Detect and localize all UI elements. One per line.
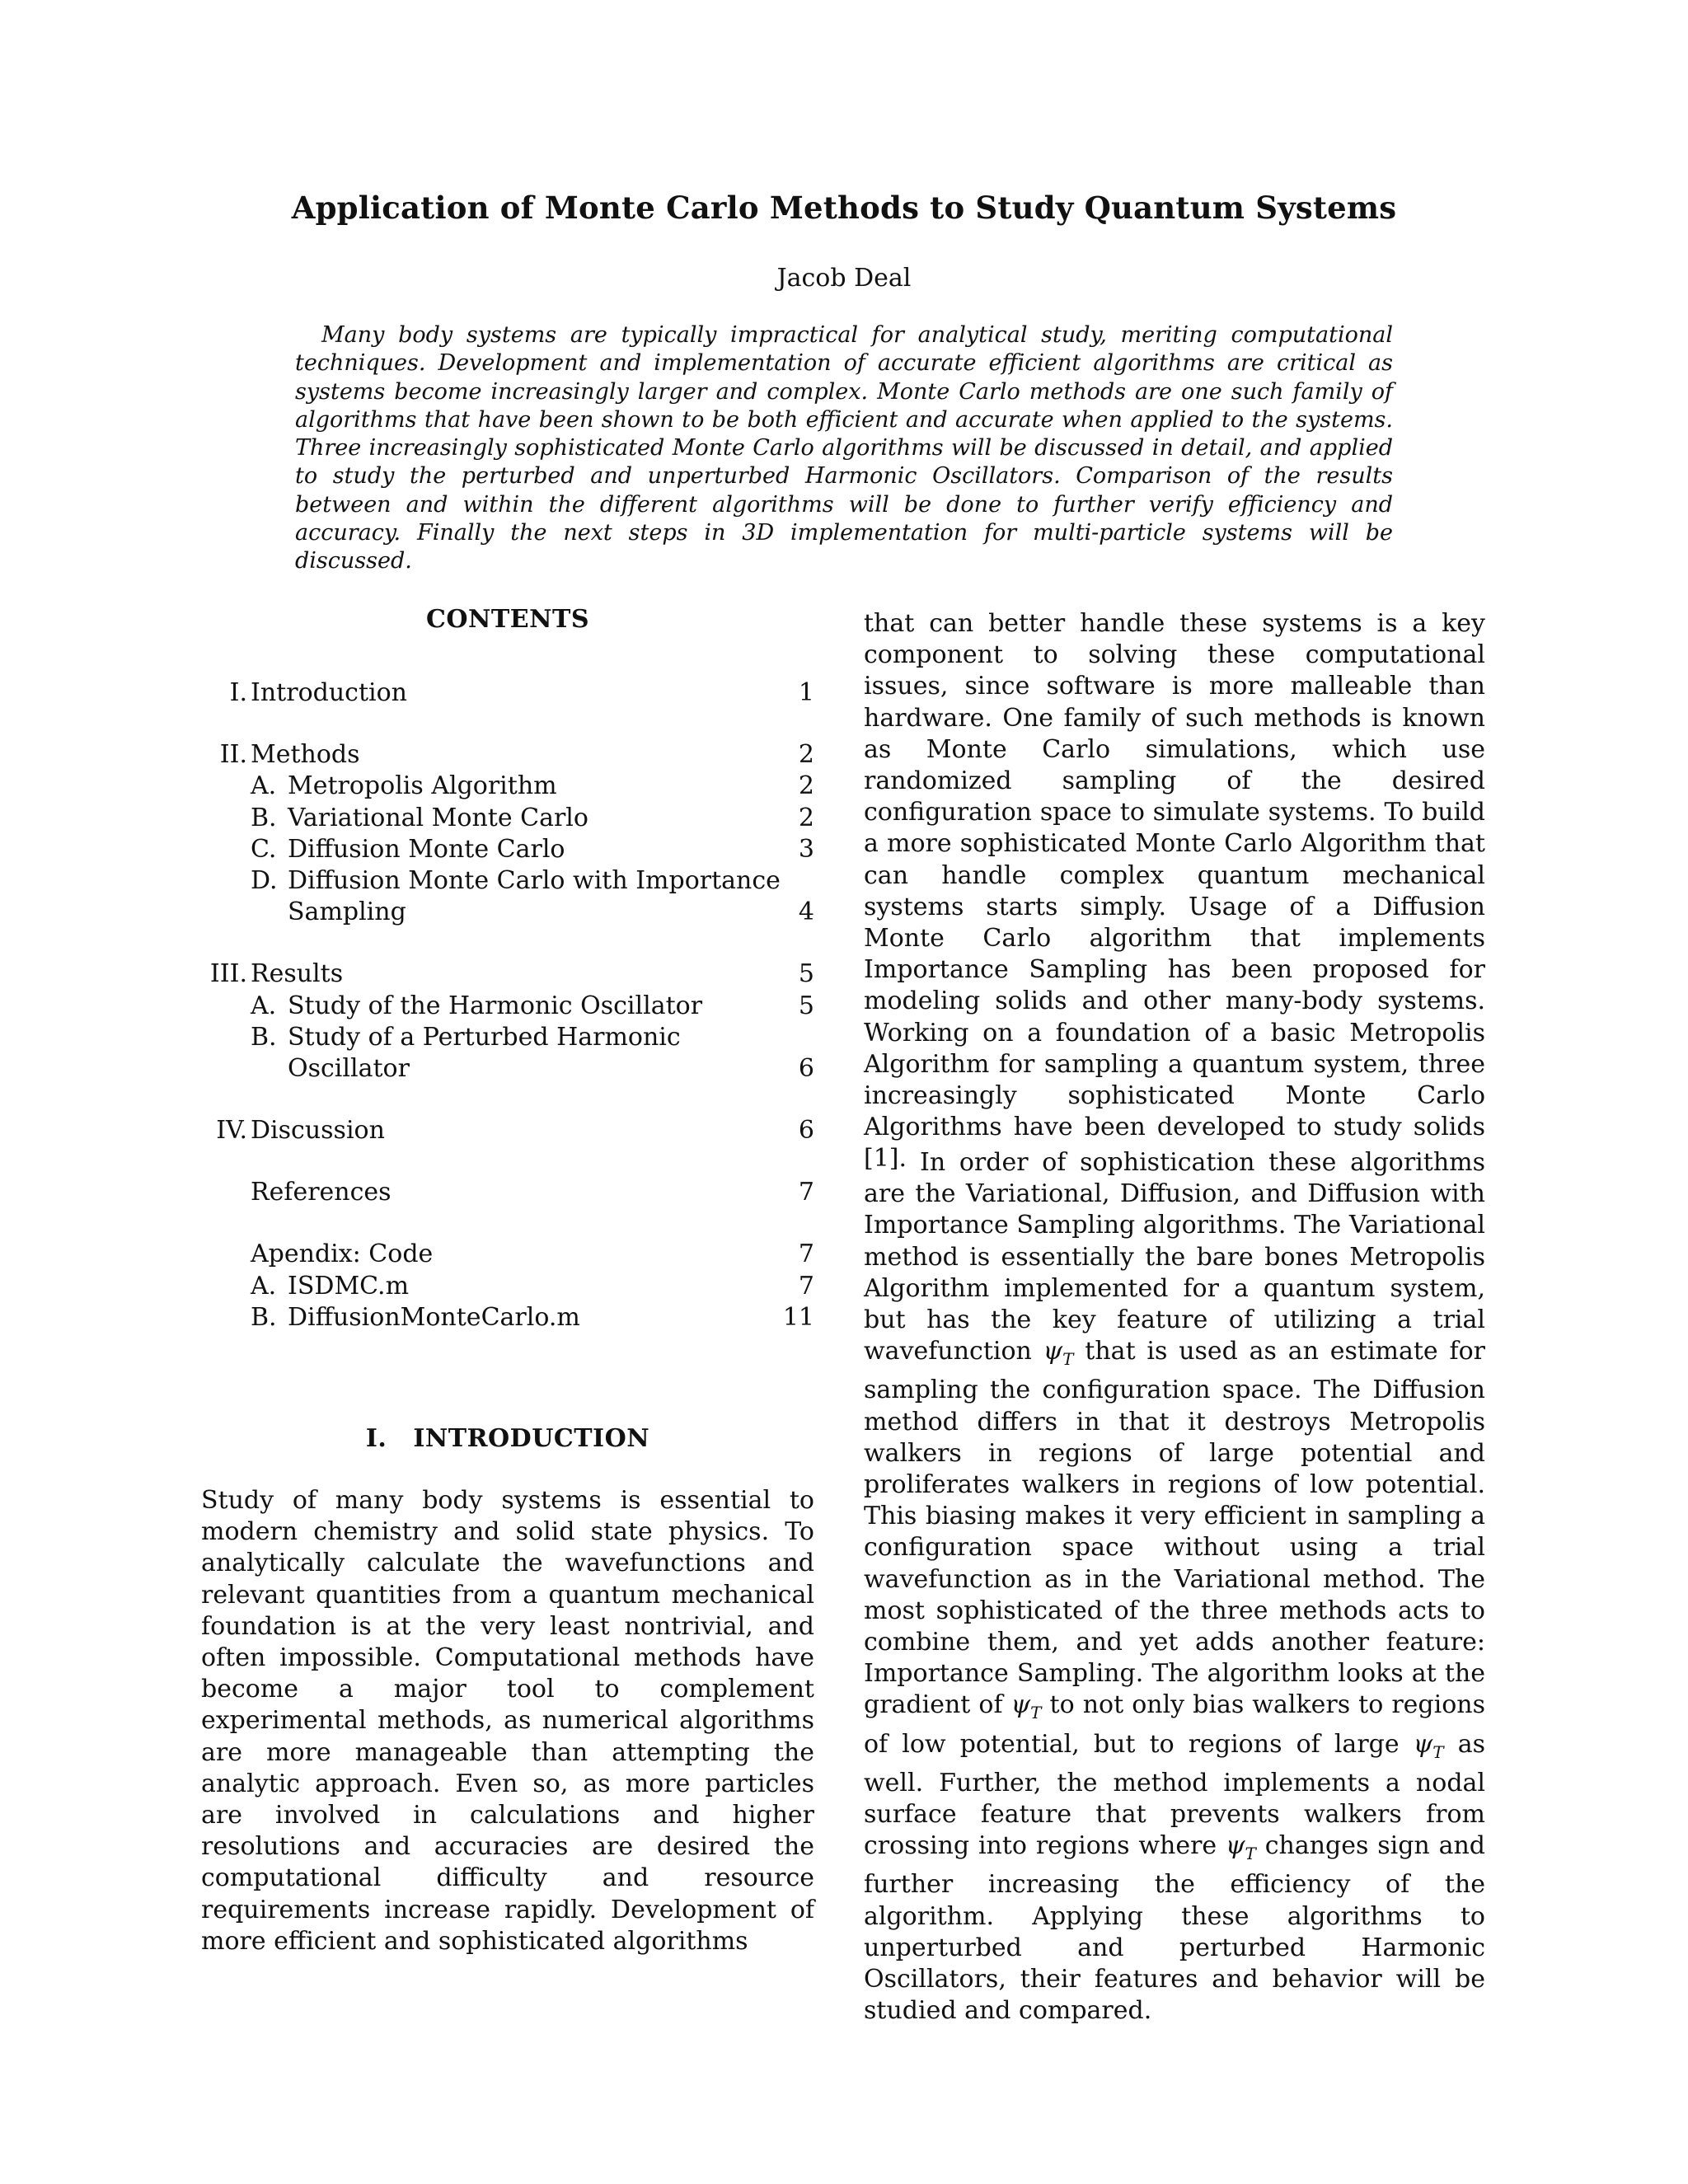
toc-entry-isdmc[interactable] xyxy=(201,1271,814,1302)
section-number: I. xyxy=(365,1424,387,1453)
toc-entry-appendix[interactable] xyxy=(201,1239,814,1270)
introduction-paragraph-continued: that can better handle these systems is a key component to solving these computational issues, since software is more malleable than hardware. One family of such methods is known as Monte Carlo simulations, which use randomized sampling of the desired configuration space to simulate systems. To build a more sophisticated Monte Carlo Algorithm that can handle complex quantum mechanical systems starts simply. Usage of a Diffusion Monte Carlo algorithm that implements Importance Sampling has been proposed for modeling solids and other many-body systems. Working on a foundation of a basic Metropolis Algorithm for sampling a quantum system, three increasingly sophisticated Monte Carlo Algorithms have been developed to study solids [1]. xyxy=(864,609,1485,1174)
toc-subsection-letter: A. xyxy=(251,991,277,1020)
toc-section-label: References xyxy=(251,1178,392,1207)
toc-page-number: 6 xyxy=(798,1053,814,1083)
psi-t-symbol: $\psi_T$ xyxy=(1010,1690,1042,1723)
toc-subsection-letter: B. xyxy=(251,1022,277,1052)
toc-section-number: II. xyxy=(219,740,247,770)
paragraph-text: to not only bias walkers to regions of low potential, but to regions of large xyxy=(864,1690,1485,1759)
toc-entry-methods[interactable] xyxy=(201,739,814,771)
toc-entry-diffusion-importance-cont[interactable] xyxy=(201,897,814,928)
toc-heading: CONTENTS xyxy=(425,605,590,634)
paragraph-text: In order of sophistication these algorithms are the Variational, Diffusion, and Diffusion with Importance Sampling algorithms. The Variational method is essentially the bare bones Metropolis Algorithm implemented for a quantum system, but has the key feature of utilizing a trial wavefunction xyxy=(864,1148,1485,1366)
paper-title: Application of Monte Carlo Methods to Study Quantum Systems xyxy=(291,190,1397,226)
toc-section-number: I. xyxy=(229,678,247,707)
introduction-heading xyxy=(201,1424,814,1453)
toc-subsection-letter: B. xyxy=(251,1302,277,1332)
toc-page-number: 4 xyxy=(798,898,814,927)
toc-entry-perturbed[interactable] xyxy=(201,1022,814,1053)
introduction-paragraph: Study of many body systems is essential to modern chemistry and solid state physics. To analytically calculate the wavefunctions and relevant quantities from a quantum mechanical foundation is at the very least nontrivial, and often impossible. Computational methods have become a major tool to complement experimental methods, as numerical algorithms are more manageable than attempting the analytic approach. Even so, as more particles are involved in calculations and higher resolutions and accuracies are desired the computational difficulty and resource requirements increase rapidly. Development of more efficient and sophisticated algorithms xyxy=(201,1486,814,1956)
psi-t-symbol: $\psi_T$ xyxy=(1043,1337,1074,1370)
toc-entry-diffusion-importance[interactable] xyxy=(201,865,814,897)
toc-section-number: IV. xyxy=(216,1116,247,1146)
toc-subsection-label: Variational Monte Carlo xyxy=(288,803,588,832)
toc-entry-introduction[interactable] xyxy=(201,677,814,709)
toc-subsection-label: DiffusionMonteCarlo.m xyxy=(288,1302,580,1332)
table-of-contents xyxy=(201,677,814,1333)
toc-subsection-letter: C. xyxy=(251,834,277,864)
toc-subsection-label: Diffusion Monte Carlo with Importance xyxy=(288,865,781,895)
toc-subsection-letter: A. xyxy=(251,1271,277,1301)
psi-t-symbol: $\psi_T$ xyxy=(1413,1729,1444,1762)
toc-page-number: 7 xyxy=(798,1178,814,1207)
toc-entry-results[interactable] xyxy=(201,958,814,990)
toc-section-label: Apendix: Code xyxy=(251,1240,434,1269)
toc-subsection-label: Diffusion Monte Carlo xyxy=(288,834,565,864)
toc-subsection-letter: B. xyxy=(251,803,277,832)
psi-t-symbol: $\psi_T$ xyxy=(1226,1831,1256,1864)
toc-entry-harmonic[interactable] xyxy=(201,991,814,1022)
toc-subsection-label: Sampling xyxy=(288,898,406,927)
toc-subsection-label: Study of a Perturbed Harmonic xyxy=(288,1022,681,1052)
paper-author: Jacob Deal xyxy=(776,264,912,293)
paragraph-text: that is used as an estimate for sampling the configuration space. The Diffusion method differs in that it destroys Metropolis walkers in regions of large potential and proliferates walkers in regions of low potential. This biasing makes it very efficient in sampling a configuration space without using a trial wavefunction as in the Variational method. The most sophisticated of the three methods acts to combine them, and yet adds another feature: Importance Sampling. The algorithm looks at the gradient of xyxy=(864,1337,1485,1720)
toc-entry-diffusion[interactable] xyxy=(201,834,814,865)
toc-subsection-letter: D. xyxy=(251,865,278,895)
abstract: Many body systems are typically impractical for analytical study, meriting computational techniques. Development and implementation of accurate efficient algorithms are critical as systems become increasingly larger and complex. Monte Carlo methods are one such family of algorithms that have been shown to be both efficient and accurate when applied to the systems. Three increasingly sophisticated Monte Carlo algorithms will be discussed in detail, and applied to study the perturbed and unperturbed Harmonic Oscillators. Comparison of the results between and within the different algorithms will be done to further verify efficiency and accuracy. Finally the next steps in 3D implementation for multi-particle systems will be discussed. xyxy=(295,322,1393,574)
toc-page-number: 7 xyxy=(798,1271,814,1301)
toc-subsection-label: Metropolis Algorithm xyxy=(288,771,557,801)
toc-page-number: 3 xyxy=(798,834,814,864)
toc-entry-references[interactable] xyxy=(201,1177,814,1208)
toc-entry-metropolis[interactable] xyxy=(201,771,814,802)
toc-entry-diffusion-code[interactable] xyxy=(201,1302,814,1333)
toc-section-label: Introduction xyxy=(251,678,407,707)
toc-subsection-label: ISDMC.m xyxy=(288,1271,410,1301)
toc-subsection-label: Oscillator xyxy=(288,1053,410,1083)
toc-section-label: Methods xyxy=(251,740,360,770)
toc-page-number: 7 xyxy=(798,1240,814,1269)
toc-subsection-letter: A. xyxy=(251,771,277,801)
toc-entry-perturbed-cont[interactable] xyxy=(201,1053,814,1085)
paragraph-text: as well. Further, the method implements a nodal surface feature that prevents walkers from crossing into regions where xyxy=(864,1729,1485,1861)
toc-subsection-label: Study of the Harmonic Oscillator xyxy=(288,991,703,1020)
toc-section-number: III. xyxy=(209,959,247,989)
introduction-paragraph-2 xyxy=(864,1147,1485,2027)
toc-page-number: 11 xyxy=(782,1302,814,1332)
toc-page-number: 5 xyxy=(798,959,814,989)
toc-page-number: 1 xyxy=(798,678,814,707)
toc-page-number: 6 xyxy=(798,1116,814,1146)
toc-page-number: 2 xyxy=(798,803,814,832)
paragraph-text: changes sign and further increasing the efficiency of the algorithm. Applying these algorithms to unperturbed and perturbed Harmonic Oscillators, their features and behavior will be studied and compared. xyxy=(864,1831,1485,2026)
toc-page-number: 2 xyxy=(798,771,814,801)
toc-page-number: 5 xyxy=(798,991,814,1020)
toc-section-label: Results xyxy=(251,959,344,989)
toc-entry-variational[interactable] xyxy=(201,803,814,834)
section-title: INTRODUCTION xyxy=(413,1424,650,1453)
toc-entry-discussion[interactable] xyxy=(201,1115,814,1146)
toc-page-number: 2 xyxy=(798,740,814,770)
toc-section-label: Discussion xyxy=(251,1116,385,1146)
